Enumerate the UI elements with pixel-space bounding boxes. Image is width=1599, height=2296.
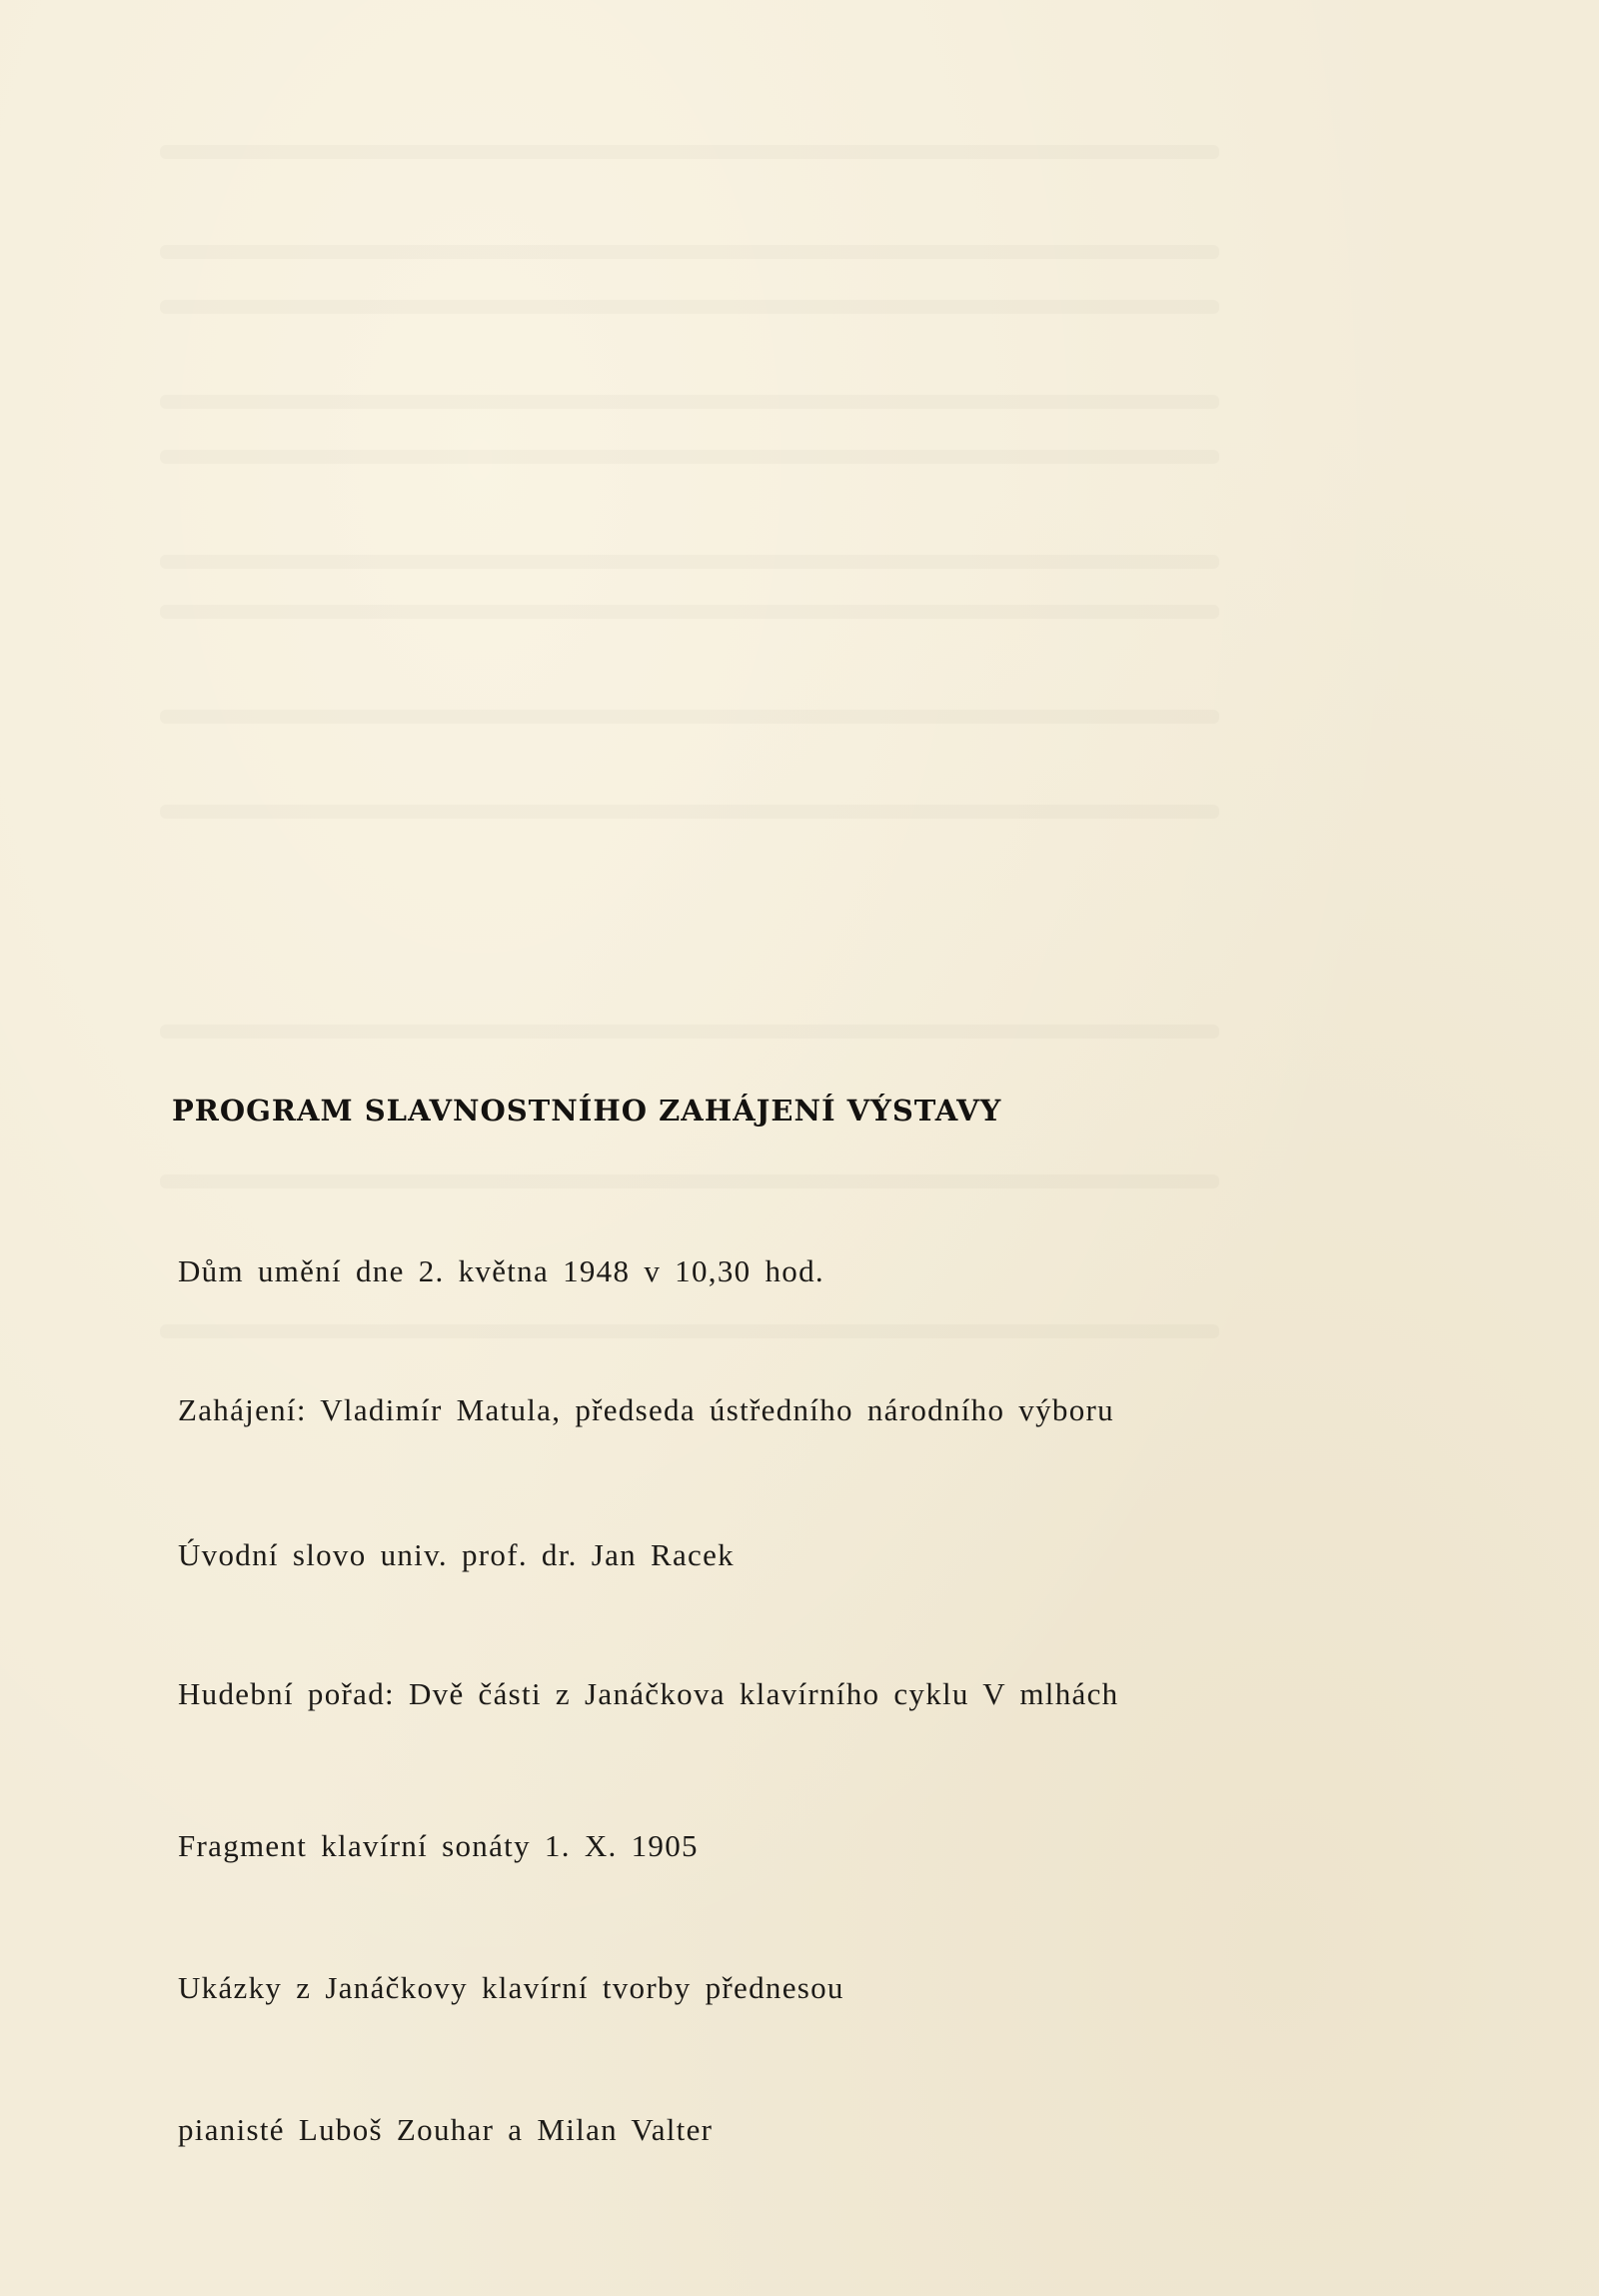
music-program-line: Hudební pořad: Dvě části z Janáčkova klavírního cyklu V mlhách [178, 1676, 1119, 1711]
show-through-line [160, 395, 1219, 409]
show-through-line [160, 300, 1219, 314]
show-through-line [160, 145, 1219, 159]
sonata-fragment-line: Fragment klavírní sonáty 1. X. 1905 [178, 1828, 699, 1863]
show-through-line [160, 555, 1219, 569]
show-through-line [160, 1324, 1219, 1338]
show-through-line [160, 1174, 1219, 1188]
samples-line: Ukázky z Janáčkovy klavírní tvorby přednesou [178, 1970, 844, 2005]
show-through-line [160, 245, 1219, 259]
pianists-line: pianisté Luboš Zouhar a Milan Valter [178, 2112, 714, 2147]
opening-speaker-line: Zahájení: Vladimír Matula, předseda ústředního národního výboru [178, 1392, 1114, 1427]
show-through-line [160, 805, 1219, 819]
introductory-word-line: Úvodní slovo univ. prof. dr. Jan Racek [178, 1537, 735, 1572]
show-through-line [160, 710, 1219, 724]
show-through-line [160, 450, 1219, 464]
show-through-line [160, 605, 1219, 619]
show-through-line [160, 1025, 1219, 1039]
venue-date-line: Dům umění dne 2. května 1948 v 10,30 hod. [178, 1253, 824, 1288]
program-heading: PROGRAM SLAVNOSTNÍHO ZAHÁJENÍ VÝSTAVY [172, 1094, 1002, 1128]
